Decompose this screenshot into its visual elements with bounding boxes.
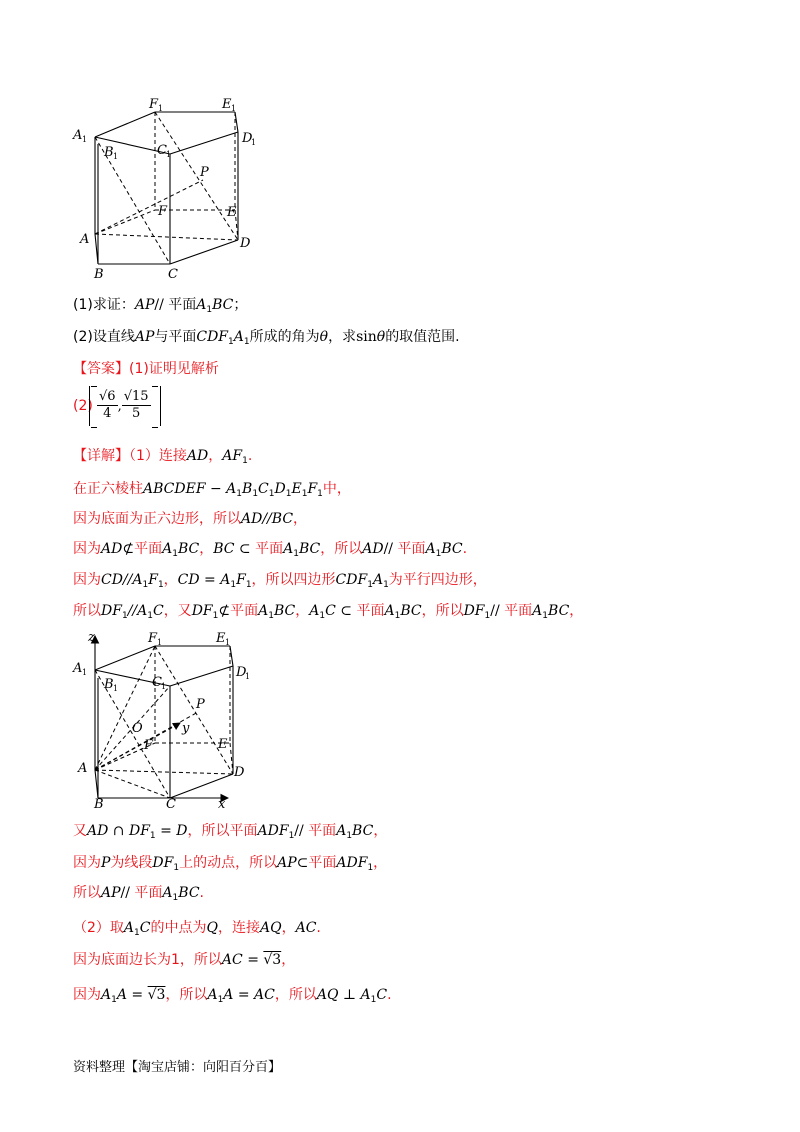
svg-text:D: D [234, 765, 245, 780]
fraction-2: $\frac{√15}{5}$ [123, 389, 149, 421]
answer-line: 【答案】(1)证明见解析 [73, 361, 219, 377]
svg-text:1: 1 [161, 682, 167, 691]
detail-line-3: 因为底面为正六边形，所以AD//BC， [73, 511, 308, 527]
svg-text:x: x [218, 797, 226, 810]
detail-line-5: 因为$CD//A_1F_1$，CD = $A_1F_1$，所以四边形$CDF_1A_1$为平行四边形， [73, 572, 487, 590]
svg-text:F: F [158, 204, 168, 219]
svg-text:O: O [132, 721, 143, 736]
detail-line-12: 因为$A_1A = √3$，所以$A_1A$ = AC，所以AQ ⊥ $A_1C$. [73, 987, 392, 1005]
svg-text:D: D [236, 665, 247, 680]
svg-text:F: F [148, 631, 158, 646]
svg-text:C: C [152, 675, 162, 690]
detail-line-11: 因为底面边长为1，所以AC = √3， [73, 952, 296, 968]
svg-text:1: 1 [158, 104, 164, 113]
fraction-1: $\frac{√6}{4}$ [99, 389, 116, 421]
svg-text:F: F [149, 97, 159, 112]
svg-text:C: C [166, 797, 176, 810]
svg-text:1: 1 [166, 150, 172, 159]
svg-text:B: B [94, 797, 104, 810]
svg-text:F: F [144, 738, 154, 753]
svg-text:B: B [94, 267, 104, 282]
svg-text:E: E [218, 737, 228, 752]
svg-text:1: 1 [245, 672, 251, 681]
svg-text:y: y [182, 721, 190, 736]
svg-text:E: E [222, 97, 232, 112]
svg-text:E: E [227, 205, 237, 220]
svg-text:C: C [157, 143, 167, 158]
svg-text:1: 1 [82, 135, 88, 144]
svg-text:E: E [216, 631, 226, 646]
svg-text:A: A [80, 232, 90, 247]
detail-line-1: 【详解】（1）连接AD，$AF_1$. [73, 448, 253, 466]
question-1: (1)求证：AP// 平面$A_1BC$； [73, 297, 248, 315]
svg-text:B: B [104, 677, 114, 692]
svg-text:1: 1 [231, 104, 237, 113]
svg-text:C: C [168, 267, 178, 282]
detail-line-4: 因为AD⊄平面$A_1BC$，BC ⊂ 平面$A_1BC$，所以AD// 平面$A_1BC$. [73, 541, 468, 559]
svg-text:1: 1 [251, 138, 257, 147]
svg-text:P: P [196, 697, 205, 712]
detail-line-6: 所以$DF_1//A_1C$，又$DF_1⊄$平面$A_1BC$，$A_1C$ ⊂ 平面$A_1BC$，所以$DF_1//$ 平面$A_1BC$， [73, 603, 584, 621]
prism-figure-2 [70, 628, 270, 810]
page-footer: 资料整理【淘宝店铺：向阳百分百】 [73, 1060, 282, 1075]
svg-text:A: A [73, 661, 83, 676]
svg-text:1: 1 [225, 638, 231, 647]
svg-text:1: 1 [113, 152, 119, 161]
question-2: (2)设直线AP与平面$CDF_1A_1$所成的角为θ，求sinθ的取值范围. [73, 329, 460, 347]
detail-line-8: 因为P为线段$DF_1$上的动点，所以AP⊂平面$ADF_1$， [73, 855, 388, 873]
svg-text:z: z [88, 630, 95, 645]
svg-text:1: 1 [82, 668, 88, 677]
svg-text:D: D [240, 236, 251, 251]
svg-text:A: A [73, 128, 83, 143]
detail-line-2: 在正六棱柱ABCDEF − $A_1B_1C_1D_1E_1F_1$中， [73, 481, 351, 499]
svg-text:1: 1 [157, 638, 163, 647]
svg-text:B: B [104, 145, 114, 160]
detail-line-9: 所以AP// 平面$A_1BC$. [73, 885, 204, 903]
detail-line-7: 又AD ∩ $DF_1 = D$，所以平面$ADF_1//$ 平面$A_1BC$， [73, 823, 388, 841]
svg-text:D: D [242, 131, 253, 146]
svg-text:P: P [200, 165, 209, 180]
detail-line-10: （2）取$A_1C$的中点为Q，连接AQ，AC. [73, 920, 321, 938]
prism-figure-1 [70, 92, 270, 284]
svg-text:1: 1 [113, 684, 119, 693]
svg-text:A: A [78, 761, 88, 776]
